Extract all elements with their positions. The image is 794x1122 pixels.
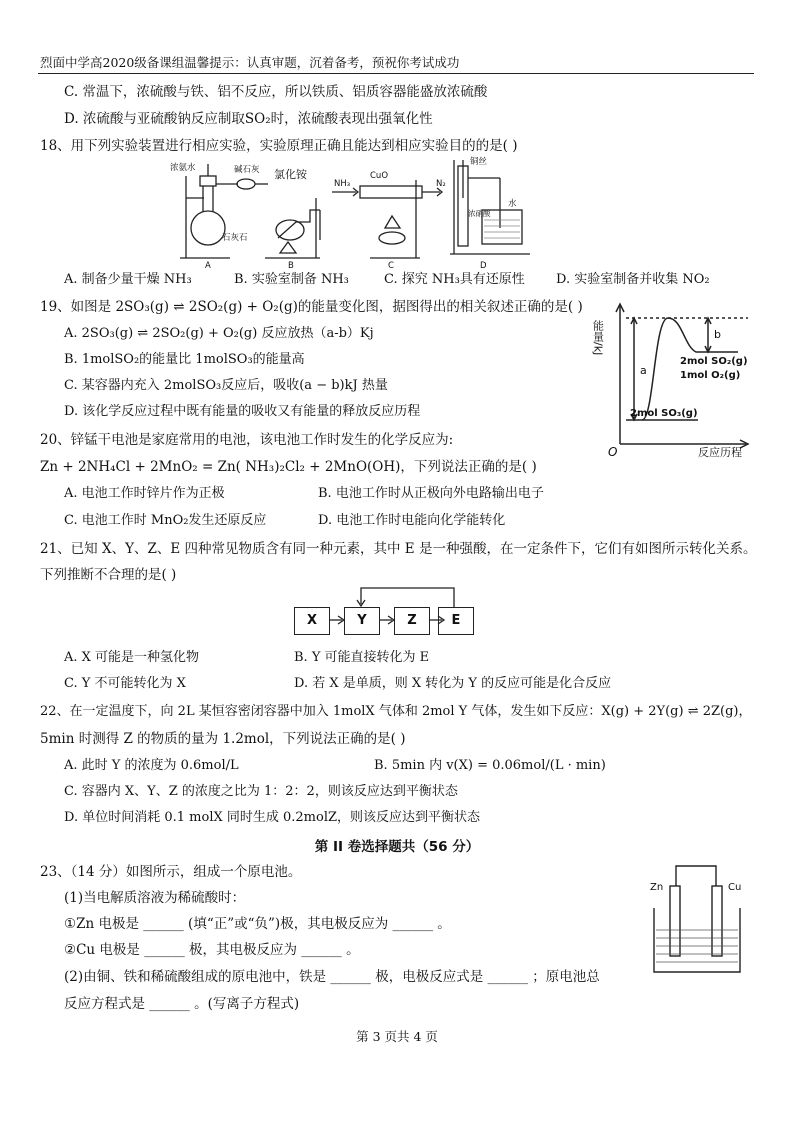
q18-fig-letter-b: B (288, 261, 294, 271)
q19-energy-diagram (591, 296, 758, 459)
q20-equation: Zn + 2NH₄Cl + 2MnO₂ = Zn( NH₃)₂Cl₂ + 2MnO(OH)，下列说法正确的是( ) (40, 459, 537, 475)
q18-label-b1: 氯化铵 (274, 168, 307, 181)
q18-stem: 18、用下列实验装置进行相应实验，实验原理正确且能达到相应实验目的的是( ) (40, 138, 518, 154)
q17-option-d: D. 浓硫酸与亚硫酸钠反应制取SO₂时，浓硫酸表现出强氧化性 (64, 111, 433, 127)
q21-box-x: X (294, 607, 330, 635)
q18-option-b: B. 实验室制备 NH₃ (234, 272, 349, 287)
q19-chart-label-a: a (640, 364, 647, 377)
q20-stem: 20、锌锰干电池是家庭常用的电池，该电池工作时发生的化学反应为: (40, 432, 454, 448)
q19-chart-upper2: 1mol O₂(g) (680, 370, 741, 381)
page-footer: 第 3 页共 4 页 (356, 1029, 438, 1044)
q18-label-a1: 浓氨水 (170, 163, 196, 173)
q21-option-c: C. Y 不可能转化为 X (64, 676, 186, 691)
q18-label-d3: 水 (508, 199, 517, 209)
q22-option-d: D. 单位时间消耗 0.1 molX 同时生成 0.2molZ，则该反应达到平衡状态 (64, 810, 481, 825)
q20-option-b: B. 电池工作时从正极向外电路输出电子 (318, 486, 544, 501)
q19-chart-label-b: b (714, 328, 721, 341)
q19-stem: 19、如图是 2SO₃(g) ⇌ 2SO₂(g) + O₂(g)的能量变化图，据图得出的相关叙述正确的是( ) (40, 299, 583, 315)
q18-option-c: C. 探究 NH₃具有还原性 (384, 272, 525, 287)
q18-label-c1: NH₃ (334, 179, 351, 189)
q18-option-d: D. 实验室制备并收集 NO₂ (556, 272, 710, 287)
q19-chart-upper1: 2mol SO₂(g) (680, 356, 748, 367)
q18-label-d1: 铜丝 (470, 157, 488, 167)
q20-option-c: C. 电池工作时 MnO₂发生还原反应 (64, 513, 267, 528)
q23-galvanic-cell-figure (644, 860, 754, 980)
q23-part1-zn: ①Zn 电极是 ______ (填“正”或“负”)极，其电极反应为 ______ 。 (64, 916, 451, 932)
q19-chart-ylabel: 能量/kJ (591, 320, 605, 356)
q21-box-e: E (438, 607, 474, 635)
q21-box-y: Y (344, 607, 380, 635)
q22-option-a: A. 此时 Y 的浓度为 0.6mol/L (64, 758, 239, 773)
q20-option-d: D. 电池工作时电能向化学能转化 (318, 513, 506, 528)
q21-option-b: B. Y 可能直接转化为 E (294, 650, 430, 665)
header-rule (38, 73, 754, 74)
q22-option-b: B. 5min 内 v(X) = 0.06mol/(L · min) (374, 758, 606, 773)
q18-option-a: A. 制备少量干燥 NH₃ (64, 272, 192, 287)
q19-option-a: A. 2SO₃(g) ⇌ 2SO₂(g) + O₂(g) 反应放热（a-b）Kj (64, 326, 374, 341)
q21-stem-line1: 21、已知 X、Y、Z、E 四种常见物质含有同一种元素，其中 E 是一种强酸，在一定条件下，它们有如图所示转化关系。 (40, 541, 757, 557)
q18-apparatus-figure (160, 158, 560, 270)
q19-option-b: B. 1molSO₂的能量比 1molSO₃的能量高 (64, 352, 305, 367)
q23-part1-intro: (1)当电解质溶液为稀硫酸时： (64, 890, 246, 906)
q21-option-d: D. 若 X 是单质，则 X 转化为 Y 的反应可能是化合反应 (294, 676, 612, 691)
q22-stem-line2: 5min 时测得 Z 的物质的量为 1.2mol，下列说法正确的是( ) (40, 731, 406, 747)
q23-part2-line1: (2)由铜、铁和稀硫酸组成的原电池中，铁是 ______ 极，电极反应式是 ______ ；原电池总 (64, 969, 600, 985)
q22-option-c: C. 容器内 X、Y、Z 的浓度之比为 1：2：2，则该反应达到平衡状态 (64, 784, 458, 799)
q23-cu-label: Cu (728, 882, 742, 893)
q18-label-c3: N₂ (436, 179, 446, 189)
q19-option-c: C. 某容器内充入 2molSO₃反应后，吸收(a − b)kJ 热量 (64, 378, 388, 393)
q18-label-a2: 碱石灰 (234, 165, 260, 175)
q18-label-d2: 浓硝酸 (468, 209, 491, 218)
q23-part1-cu: ②Cu 电极是 ______ 极，其电极反应为 ______ 。 (64, 942, 360, 958)
q19-chart-lower: 2mol SO₃(g) (630, 408, 698, 419)
q23-zn-label: Zn (650, 882, 664, 893)
q18-fig-letter-a: A (205, 261, 211, 271)
page-header: 烈面中学高2020级备课组温馨提示：认真审题，沉着备考，预祝你考试成功 (40, 55, 460, 70)
q22-stem-line1: 22、在一定温度下，向 2L 某恒容密闭容器中加入 1molX 气体和 2mol Y 气体，发生如下反应：X(g) + 2Y(g) ⇌ 2Z(g)， (40, 704, 752, 719)
q21-stem-line2: 下列推断不合理的是( ) (40, 567, 177, 583)
q18-fig-letter-d: D (480, 261, 487, 271)
q18-label-a3: 石灰石 (222, 233, 248, 243)
q19-chart-origin: O (608, 445, 618, 459)
q23-part2-line2: 反应方程式是 ______ 。(写离子方程式) (64, 996, 300, 1012)
q18-label-c2: CuO (370, 171, 389, 181)
q21-box-z: Z (394, 607, 430, 635)
q21-option-a: A. X 可能是一种氢化物 (64, 650, 200, 665)
q19-chart-xlabel: 反应历程 (698, 446, 742, 459)
section-title: 第 II 卷选择题共（56 分） (314, 839, 480, 855)
q18-fig-letter-c: C (388, 261, 394, 271)
q23-stem: 23、（14 分）如图所示，组成一个原电池。 (40, 864, 302, 880)
q20-option-a: A. 电池工作时锌片作为正极 (64, 486, 225, 501)
q17-option-c: C. 常温下，浓硫酸与铁、铝不反应，所以铁质、铝质容器能盛放浓硫酸 (64, 84, 488, 100)
q19-option-d: D. 该化学反应过程中既有能量的吸收又有能量的释放反应历程 (64, 404, 421, 419)
